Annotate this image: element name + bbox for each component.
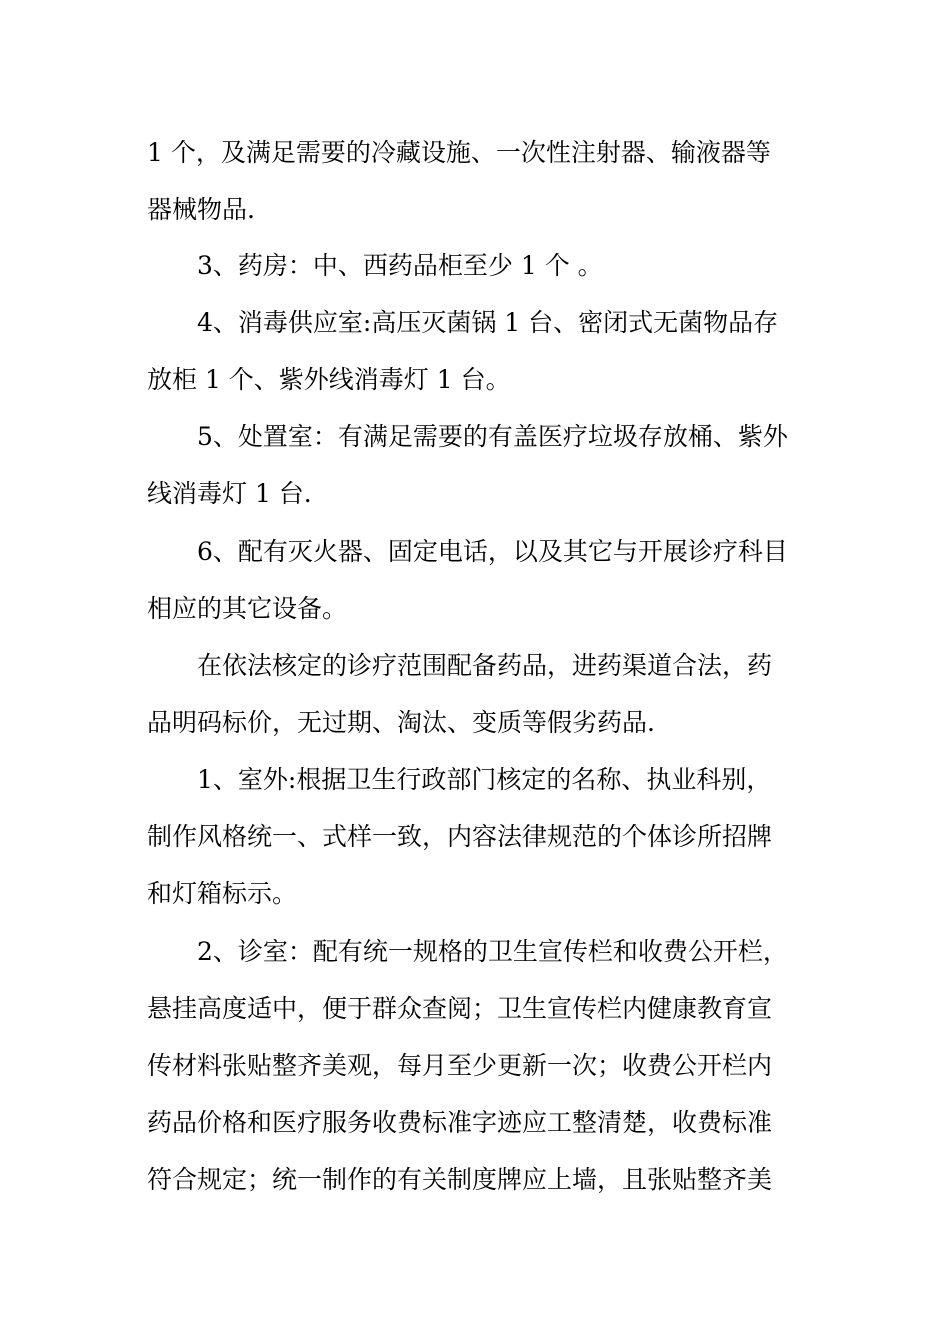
- text-line: 符合规定；统一制作的有关制度牌应上墙，且张贴整齐美: [147, 1165, 773, 1194]
- text-line: 品明码标价，无过期、淘汰、变质等假劣药品.: [147, 708, 655, 737]
- text-line: 2、诊室：配有统一规格的卫生宣传栏和收费公开栏，: [197, 937, 788, 966]
- text-line: 药品价格和医疗服务收费标准字迹应工整清楚，收费标准: [147, 1108, 773, 1137]
- text-line: 4、消毒供应室:高压灭菌锅 1 台、密闭式无菌物品存: [197, 308, 779, 337]
- text-line: 制作风格统一、式样一致，内容法律规范的个体诊所招牌: [147, 822, 773, 851]
- text-line: 6、配有灭火器、固定电话，以及其它与开展诊疗科目: [197, 537, 788, 566]
- text-line: 线消毒灯 1 台.: [147, 479, 312, 508]
- text-line: 1 个，及满足需要的冷藏设施、一次性注射器、输液器等: [147, 138, 771, 167]
- text-line: 相应的其它设备。: [147, 594, 348, 623]
- text-line: 器械物品.: [147, 195, 255, 224]
- text-line: 传材料张贴整齐美观，每月至少更新一次；收费公开栏内: [147, 1051, 773, 1080]
- text-line: 5、处置室：有满足需要的有盖医疗垃圾存放桶、紫外: [197, 422, 788, 451]
- text-line: 3、药房：中、西药品柜至少 1 个 。: [197, 251, 603, 280]
- text-line: 和灯箱标示。: [147, 879, 298, 908]
- text-line: 在依法核定的诊疗范围配备药品，进药渠道合法，药: [197, 651, 773, 680]
- text-line: 悬挂高度适中，便于群众查阅；卫生宣传栏内健康教育宣: [147, 994, 773, 1023]
- text-line: 放柜 1 个、紫外线消毒灯 1 台。: [147, 365, 511, 394]
- text-line: 1、室外:根据卫生行政部门核定的名称、执业科别，: [197, 765, 772, 794]
